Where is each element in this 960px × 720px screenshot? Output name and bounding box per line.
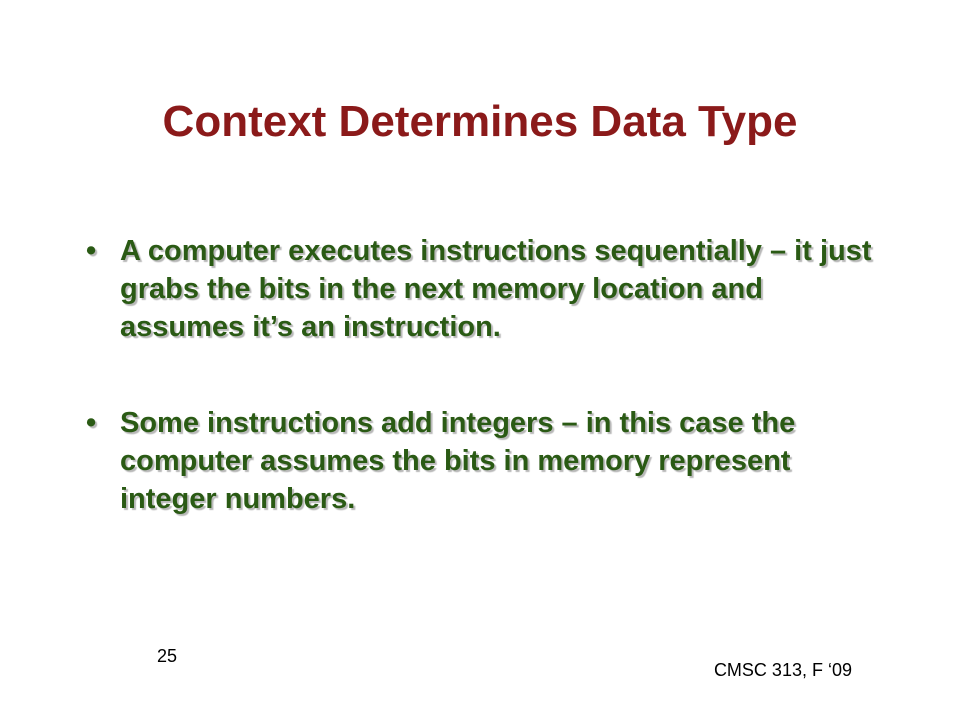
bullet-marker-icon: • <box>86 407 97 439</box>
bullet-item <box>86 232 886 346</box>
bullet-text: A computer executes instructions sequentially – it just grabs the bits in the next memory location and assumes it’s an instruction. <box>120 235 872 343</box>
page-number: 25 <box>157 646 178 666</box>
bullet-list <box>86 232 886 518</box>
bullet-item <box>86 404 886 518</box>
slide-title: Context Determines Data Type <box>162 97 798 146</box>
course-footer: CMSC 313, F ‘09 <box>713 660 852 680</box>
bullet-marker-icon: • <box>86 235 97 267</box>
bullet-text: Some instructions add integers – in this case the computer assumes the bits in memory represent integer numbers. <box>120 407 796 515</box>
